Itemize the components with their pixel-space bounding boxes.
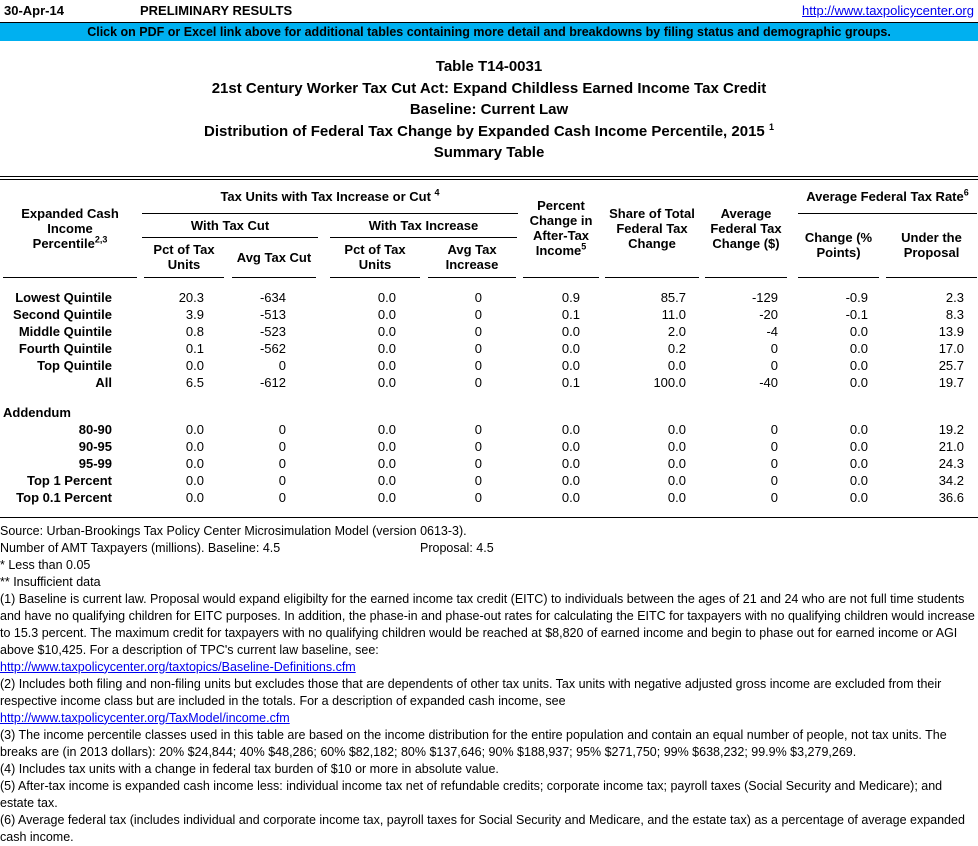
cell-value: 0.0 — [667, 455, 686, 471]
row-label: Top 1 Percent — [26, 472, 112, 488]
cell-value: 0.1 — [561, 306, 580, 322]
table-row — [0, 340, 978, 357]
cell-value: 0.0 — [849, 357, 868, 373]
col-header-pct-change-label: Percent Change in After-Tax Income — [529, 198, 593, 258]
table-row — [0, 374, 978, 391]
cell-value: -513 — [259, 306, 286, 322]
top-bar — [0, 0, 978, 22]
source-line: Source: Urban-Brookings Tax Policy Center Microsimulation Model (version 0613-3). — [0, 523, 467, 538]
cell-value: 0.0 — [561, 357, 580, 373]
footnote-ref-6: 6 — [963, 187, 969, 198]
cell-value: 0 — [278, 489, 286, 505]
cell-value: 0 — [278, 421, 286, 437]
cell-value: 0.0 — [185, 421, 204, 437]
cell-value: 0.0 — [185, 357, 204, 373]
row-label: Second Quintile — [13, 306, 112, 322]
cell-value: 0.0 — [377, 374, 396, 390]
row-label: 95-99 — [78, 455, 112, 471]
cell-value: 0.0 — [561, 455, 580, 471]
report-date: 30-Apr-14 — [4, 3, 64, 18]
cell-value: 0.0 — [849, 340, 868, 356]
table-body — [0, 278, 978, 518]
addendum-label: Addendum — [3, 404, 71, 420]
cell-value: 2.3 — [945, 289, 964, 305]
cell-value: 0.0 — [377, 489, 396, 505]
cell-value: 0 — [474, 289, 482, 305]
cell-value: 0 — [278, 472, 286, 488]
col-header-pct-units-cut: Pct of Tax Units — [144, 238, 224, 278]
cell-value: 0 — [474, 357, 482, 373]
cell-value: 0.0 — [561, 421, 580, 437]
cell-value: 0 — [474, 472, 482, 488]
group-header-avg-fed-rate-label: Average Federal Tax Rate — [806, 188, 964, 204]
row-label: Lowest Quintile — [15, 289, 112, 305]
cell-value: 0.0 — [377, 340, 396, 356]
cell-value: 0.0 — [561, 472, 580, 488]
col-header-avg-tax-cut: Avg Tax Cut — [232, 238, 316, 278]
cell-value: -4 — [766, 323, 778, 339]
footnote-2: (2) Includes both filing and non-filing units but excludes those that are dependents of other tax units. Tax units with negative adjusted gross income are excluded from their respective income class but are included in the totals. For a description of expanded cash income, see — [0, 676, 942, 708]
cell-value: 0 — [770, 438, 778, 454]
cell-value: 0 — [278, 357, 286, 373]
table-row — [0, 357, 978, 374]
group-header-with-tax-cut: With Tax Cut — [142, 214, 318, 238]
table-row — [0, 306, 978, 323]
insufficient-data-note: ** Insufficient data — [0, 574, 101, 589]
cell-value: 3.9 — [185, 306, 204, 322]
cell-value: -20 — [759, 306, 778, 322]
cell-value: -0.1 — [845, 306, 868, 322]
cell-value: 13.9 — [938, 323, 964, 339]
preliminary-results-label: PRELIMINARY RESULTS — [140, 3, 293, 18]
cell-value: 0.0 — [667, 421, 686, 437]
cell-value: 0 — [770, 472, 778, 488]
cell-value: -523 — [259, 323, 286, 339]
group-header-tax-units-label: Tax Units with Tax Increase or Cut — [220, 188, 431, 204]
cell-value: 0 — [474, 438, 482, 454]
cell-value: 24.3 — [938, 455, 964, 471]
cell-value: -562 — [259, 340, 286, 356]
row-label: Middle Quintile — [18, 323, 112, 339]
col-header-share-total: Share of Total Federal Tax Change — [605, 180, 699, 278]
footnote-5: (5) After-tax income is expanded cash income less: individual income tax net of refundable credits; corporate income tax; payroll taxes (Social Security and Medicare); and estate tax. — [0, 778, 943, 810]
cell-value: 100.0 — [653, 374, 686, 390]
footnote-ref-1: 1 — [768, 121, 774, 132]
cell-value: 0.0 — [561, 323, 580, 339]
cell-value: 11.0 — [661, 306, 686, 322]
cell-value: 0.8 — [185, 323, 204, 339]
cell-value: 0 — [770, 340, 778, 356]
cell-value: -0.9 — [845, 289, 868, 305]
col-header-pct-units-increase: Pct of Tax Units — [330, 238, 420, 278]
cell-value: 25.7 — [938, 357, 964, 373]
col-header-change-points: Change (% Points) — [798, 214, 879, 278]
income-definition-link[interactable]: http://www.taxpolicycenter.org/TaxModel/income.cfm — [0, 710, 290, 725]
cell-value: 0 — [474, 421, 482, 437]
cell-value: 0.9 — [561, 289, 580, 305]
cell-value: 0.0 — [377, 438, 396, 454]
cell-value: 19.2 — [938, 421, 964, 437]
col-header-percentile-line2 — [33, 236, 108, 251]
cell-value: 0.0 — [667, 357, 686, 373]
row-label: Top Quintile — [37, 357, 112, 373]
table-row — [0, 323, 978, 340]
table-row — [0, 472, 978, 489]
col-header-pct-change-text — [523, 198, 599, 258]
col-header-avg-fed-change: Average Federal Tax Change ($) — [705, 180, 787, 278]
cell-value: -129 — [751, 289, 778, 305]
cell-value: 0.0 — [185, 489, 204, 505]
cell-value: -634 — [259, 289, 286, 305]
row-label: 90-95 — [78, 438, 112, 454]
cell-value: 0.0 — [377, 421, 396, 437]
group-header-avg-fed-rate — [798, 180, 977, 214]
cell-value: 0.0 — [377, 289, 396, 305]
cell-value: 0.1 — [185, 340, 204, 356]
cell-value: 0.0 — [667, 438, 686, 454]
cell-value: 19.7 — [938, 374, 964, 390]
cell-value: 0.0 — [185, 455, 204, 471]
footnote-ref-4: 4 — [434, 187, 440, 198]
cell-value: 0.1 — [561, 374, 580, 390]
cell-value: 0 — [474, 306, 482, 322]
taxpolicycenter-link[interactable]: http://www.taxpolicycenter.org — [802, 3, 974, 18]
cell-value: 0.0 — [667, 472, 686, 488]
cell-value: 0 — [278, 455, 286, 471]
cell-value: 36.6 — [938, 489, 964, 505]
col-header-avg-tax-increase: Avg Tax Increase — [428, 238, 516, 278]
cell-value: 0.2 — [667, 340, 686, 356]
distribution-title-text: Distribution of Federal Tax Change by Expanded Cash Income Percentile, 2015 — [204, 122, 765, 140]
col-header-percentile-text: Percentile — [32, 235, 95, 251]
footnote-ref-2-3: 2,3 — [94, 234, 108, 245]
baseline-title: Baseline: Current Law — [409, 101, 569, 118]
act-title: 21st Century Worker Tax Cut Act: Expand Childless Earned Income Tax Credit — [211, 79, 767, 97]
cell-value: 85.7 — [660, 289, 686, 305]
cell-value: -612 — [259, 374, 286, 390]
cell-value: 0 — [770, 489, 778, 505]
col-header-pct-change-after-tax — [523, 180, 599, 278]
addendum-header-row — [0, 404, 978, 421]
cell-value: 8.3 — [945, 306, 964, 322]
cell-value: 0 — [770, 455, 778, 471]
cell-value: 0.0 — [377, 472, 396, 488]
cell-value: 0.0 — [849, 455, 868, 471]
group-header-tax-units — [142, 180, 518, 214]
cell-value: 0.0 — [377, 455, 396, 471]
cell-value: 0.0 — [561, 340, 580, 356]
cell-value: 0 — [474, 323, 482, 339]
cell-value: 0.0 — [561, 438, 580, 454]
table-header — [0, 176, 978, 278]
cell-value: 0 — [770, 421, 778, 437]
distribution-title — [0, 121, 978, 143]
baseline-definitions-link[interactable]: http://www.taxpolicycenter.org/taxtopics/Baseline-Definitions.cfm — [0, 659, 356, 674]
group-header-tax-units-text — [220, 189, 439, 204]
table-row — [0, 455, 978, 472]
less-than-note: * Less than 0.05 — [0, 557, 91, 572]
cell-value: 34.2 — [938, 472, 964, 488]
footnote-6: (6) Average federal tax (includes individual and corporate income tax, payroll taxes for Social Security and Medicare, and the estate tax) as a percentage of average expanded cash income. — [0, 812, 965, 844]
footnote-4: (4) Includes tax units with a change in federal tax burden of $10 or more in absolute value. — [0, 761, 499, 776]
cell-value: 2.0 — [667, 323, 686, 339]
footnote-3: (3) The income percentile classes used in this table are based on the income distribution for the entire population and contain an equal number of people, not tax units. The breaks are (in 2013 dollars): 20% $24,844; 40% $48,286; 60% $82,182; 80% $137,646; 90% $188,937; 95% $271,750; 99% $638,232; 99.9% $3,279,269. — [0, 727, 947, 759]
footer-notes — [0, 523, 978, 846]
row-label: All — [95, 374, 112, 390]
cell-value: 0.0 — [185, 472, 204, 488]
col-header-percentile — [3, 180, 137, 278]
cell-value: 0 — [474, 374, 482, 390]
row-label: 80-90 — [78, 421, 112, 437]
cell-value: 6.5 — [185, 374, 204, 390]
cell-value: 0 — [474, 340, 482, 356]
summary-table-title: Summary Table — [433, 144, 545, 161]
cell-value: 17.0 — [938, 340, 964, 356]
quintile-rows — [0, 289, 978, 391]
col-header-under-proposal: Under the Proposal — [886, 214, 977, 278]
cell-value: 21.0 — [938, 438, 964, 454]
addendum-rows — [0, 421, 978, 506]
cell-value: 0.0 — [185, 438, 204, 454]
row-label: Top 0.1 Percent — [16, 489, 112, 505]
cell-value: 0.0 — [849, 438, 868, 454]
cell-value: 0.0 — [377, 323, 396, 339]
cell-value: 0.0 — [849, 489, 868, 505]
cell-value: 0 — [278, 438, 286, 454]
table-row — [0, 421, 978, 438]
table-row — [0, 289, 978, 306]
cell-value: 0 — [770, 357, 778, 373]
amt-proposal: Proposal: 4.5 — [420, 540, 494, 555]
cell-value: 0.0 — [849, 323, 868, 339]
table-row — [0, 489, 978, 506]
cell-value: 0.0 — [561, 489, 580, 505]
cell-value: 0.0 — [667, 489, 686, 505]
footnote-ref-5: 5 — [581, 241, 587, 252]
cell-value: 0.0 — [849, 374, 868, 390]
table-row — [0, 438, 978, 455]
cell-value: 0 — [474, 455, 482, 471]
info-banner: Click on PDF or Excel link above for additional tables containing more detail and breakdowns by filing status and demographic groups. — [0, 22, 978, 41]
amt-baseline: Number of AMT Taxpayers (millions). Baseline: 4.5 — [0, 540, 281, 555]
footnote-1: (1) Baseline is current law. Proposal would expand eligibilty for the earned income tax credit (EITC) to individuals between the ages of 21 and 24 who are not full time students and have no qualifying children for EITC purposes. In addition, the phase-in and phase-out rates for calculating the EITC for taxpayers with no qualifying children would increase to 15.3 percent. The maximum credit for taxpayers with no qualifying children would be reached at $8,820 of earned income and begin to phase out for earned income or AGI above $10,425. For a description of TPC's current law baseline, see: — [0, 591, 975, 657]
cell-value: 0.0 — [849, 421, 868, 437]
section-gap — [0, 391, 978, 404]
cell-value: 0.0 — [849, 472, 868, 488]
row-label: Fourth Quintile — [18, 340, 112, 356]
group-header-with-tax-increase: With Tax Increase — [330, 214, 517, 238]
amt-line — [0, 540, 978, 557]
col-header-percentile-line1: Expanded Cash Income — [21, 205, 119, 236]
cell-value: -40 — [759, 374, 778, 390]
title-block — [0, 56, 978, 164]
cell-value: 0.0 — [377, 306, 396, 322]
cell-value: 0.0 — [377, 357, 396, 373]
table-number-title: Table T14-0031 — [435, 58, 543, 75]
cell-value: 0 — [474, 489, 482, 505]
group-header-avg-fed-rate-text — [806, 189, 969, 204]
cell-value: 20.3 — [178, 289, 204, 305]
